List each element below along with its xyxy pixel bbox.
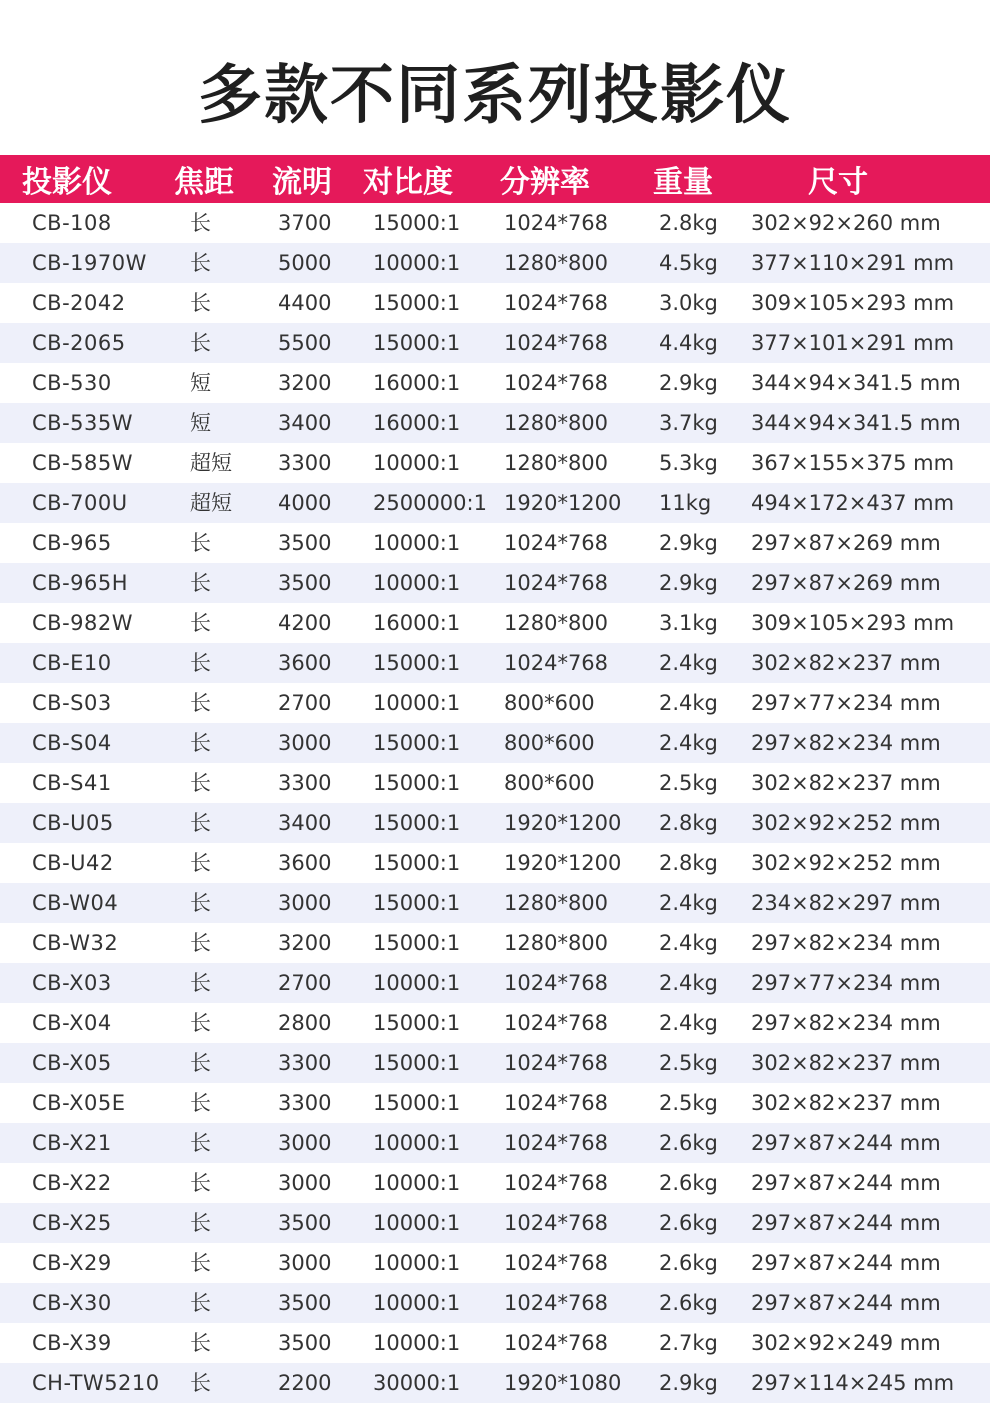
cell-size: 297×87×244 mm: [751, 1131, 941, 1155]
cell-contrast: 10000:1: [373, 1171, 461, 1195]
header-lumen: 流明: [272, 165, 332, 200]
cell-lumen: 2700: [278, 691, 332, 715]
table-row: [0, 1003, 990, 1043]
cell-model: CB-U05: [32, 811, 114, 835]
cell-size: 302×92×249 mm: [751, 1331, 941, 1355]
cell-model: CB-X25: [32, 1211, 112, 1235]
cell-size: 297×77×234 mm: [751, 691, 941, 715]
table-row: [0, 1043, 990, 1083]
table-row: [0, 363, 990, 403]
cell-contrast: 15000:1: [373, 651, 461, 675]
cell-size: 344×94×341.5 mm: [751, 371, 961, 395]
cell-weight: 2.8kg: [659, 211, 718, 235]
cell-focus: 长: [190, 1371, 211, 1395]
cell-size: 297×77×234 mm: [751, 971, 941, 995]
cell-weight: 3.7kg: [659, 411, 718, 435]
cell-size: 302×82×237 mm: [751, 1051, 941, 1075]
cell-weight: 2.4kg: [659, 971, 718, 995]
cell-lumen: 4000: [278, 491, 332, 515]
cell-size: 302×92×260 mm: [751, 211, 941, 235]
cell-focus: 超短: [190, 451, 232, 475]
cell-lumen: 3000: [278, 731, 332, 755]
cell-weight: 2.5kg: [659, 771, 718, 795]
cell-weight: 2.6kg: [659, 1291, 718, 1315]
cell-size: 377×110×291 mm: [751, 251, 955, 275]
cell-weight: 2.4kg: [659, 891, 718, 915]
cell-size: 297×82×234 mm: [751, 931, 941, 955]
cell-lumen: 3600: [278, 651, 332, 675]
cell-lumen: 4200: [278, 611, 332, 635]
cell-resolution: 1280*800: [504, 451, 609, 475]
cell-lumen: 5000: [278, 251, 332, 275]
header-contrast: 对比度: [363, 165, 453, 200]
cell-size: 309×105×293 mm: [751, 291, 955, 315]
cell-model: CB-X29: [32, 1251, 112, 1275]
cell-model: CB-W32: [32, 931, 119, 955]
cell-lumen: 3500: [278, 1211, 332, 1235]
table-row: [0, 523, 990, 563]
cell-contrast: 10000:1: [373, 451, 461, 475]
cell-focus: 长: [190, 731, 211, 755]
cell-contrast: 10000:1: [373, 691, 461, 715]
cell-focus: 长: [190, 331, 211, 355]
cell-lumen: 3500: [278, 1331, 332, 1355]
cell-lumen: 2200: [278, 1371, 332, 1395]
cell-resolution: 1024*768: [504, 1051, 609, 1075]
cell-contrast: 10000:1: [373, 1211, 461, 1235]
cell-size: 297×87×244 mm: [751, 1211, 941, 1235]
cell-size: 297×87×244 mm: [751, 1291, 941, 1315]
cell-lumen: 3300: [278, 1051, 332, 1075]
cell-weight: 2.6kg: [659, 1171, 718, 1195]
cell-lumen: 3500: [278, 571, 332, 595]
table-row: [0, 563, 990, 603]
table-row: [0, 763, 990, 803]
cell-model: CB-965H: [32, 571, 129, 595]
cell-focus: 长: [190, 811, 211, 835]
cell-size: 302×92×252 mm: [751, 811, 941, 835]
cell-resolution: 1024*768: [504, 1131, 609, 1155]
cell-lumen: 3500: [278, 531, 332, 555]
cell-contrast: 10000:1: [373, 571, 461, 595]
cell-lumen: 3000: [278, 1171, 332, 1195]
table-row: [0, 683, 990, 723]
cell-contrast: 15000:1: [373, 1091, 461, 1115]
cell-model: CB-585W: [32, 451, 133, 475]
cell-model: CB-982W: [32, 611, 133, 635]
cell-lumen: 3500: [278, 1291, 332, 1315]
cell-contrast: 15000:1: [373, 1051, 461, 1075]
cell-resolution: 1024*768: [504, 651, 609, 675]
cell-resolution: 1280*800: [504, 931, 609, 955]
cell-resolution: 1024*768: [504, 371, 609, 395]
cell-focus: 长: [190, 891, 211, 915]
table-row: [0, 1243, 990, 1283]
table-row: [0, 603, 990, 643]
header-weight: 重量: [653, 165, 713, 200]
cell-contrast: 15000:1: [373, 891, 461, 915]
header-model: 投影仪: [22, 165, 112, 200]
cell-contrast: 16000:1: [373, 371, 461, 395]
cell-resolution: 1920*1200: [504, 851, 622, 875]
cell-lumen: 3000: [278, 1251, 332, 1275]
table-row: [0, 643, 990, 683]
cell-model: CB-X21: [32, 1131, 112, 1155]
cell-weight: 2.8kg: [659, 811, 718, 835]
cell-contrast: 15000:1: [373, 811, 461, 835]
cell-weight: 2.9kg: [659, 571, 718, 595]
cell-model: CB-X03: [32, 971, 112, 995]
table-row: [0, 443, 990, 483]
cell-model: CB-X05E: [32, 1091, 126, 1115]
cell-lumen: 2800: [278, 1011, 332, 1035]
cell-resolution: 800*600: [504, 771, 595, 795]
cell-weight: 3.1kg: [659, 611, 718, 635]
cell-resolution: 800*600: [504, 731, 595, 755]
cell-weight: 11kg: [659, 491, 712, 515]
table-row: [0, 1203, 990, 1243]
table-row: [0, 803, 990, 843]
cell-focus: 长: [190, 1131, 211, 1155]
table-row: [0, 1123, 990, 1163]
page-title: 多款不同系列投影仪: [198, 59, 792, 133]
cell-resolution: 1024*768: [504, 1171, 609, 1195]
cell-weight: 2.4kg: [659, 931, 718, 955]
table-row: [0, 723, 990, 763]
cell-resolution: 1920*1200: [504, 491, 622, 515]
cell-resolution: 800*600: [504, 691, 595, 715]
cell-resolution: 1024*768: [504, 1211, 609, 1235]
cell-model: CB-X22: [32, 1171, 112, 1195]
cell-weight: 2.9kg: [659, 531, 718, 555]
cell-model: CB-X39: [32, 1331, 112, 1355]
cell-size: 309×105×293 mm: [751, 611, 955, 635]
cell-focus: 长: [190, 851, 211, 875]
cell-lumen: 5500: [278, 331, 332, 355]
cell-lumen: 3600: [278, 851, 332, 875]
cell-focus: 长: [190, 1331, 211, 1355]
cell-weight: 2.6kg: [659, 1251, 718, 1275]
cell-resolution: 1024*768: [504, 531, 609, 555]
cell-focus: 长: [190, 971, 211, 995]
cell-weight: 2.6kg: [659, 1211, 718, 1235]
cell-weight: 2.5kg: [659, 1091, 718, 1115]
cell-size: 297×82×234 mm: [751, 731, 941, 755]
cell-contrast: 10000:1: [373, 1251, 461, 1275]
header-focus: 焦距: [174, 165, 234, 200]
cell-lumen: 3300: [278, 771, 332, 795]
cell-lumen: 3000: [278, 1131, 332, 1155]
header-size: 尺寸: [808, 165, 868, 200]
cell-size: 297×87×244 mm: [751, 1251, 941, 1275]
cell-lumen: 4400: [278, 291, 332, 315]
cell-size: 367×155×375 mm: [751, 451, 955, 475]
cell-focus: 短: [190, 411, 211, 435]
cell-model: CB-2042: [32, 291, 126, 315]
cell-contrast: 15000:1: [373, 291, 461, 315]
cell-focus: 长: [190, 651, 211, 675]
cell-contrast: 10000:1: [373, 1331, 461, 1355]
table-row: [0, 963, 990, 1003]
cell-contrast: 10000:1: [373, 531, 461, 555]
cell-focus: 长: [190, 531, 211, 555]
cell-contrast: 10000:1: [373, 1131, 461, 1155]
header-resolution: 分辨率: [500, 165, 590, 200]
projector-spec-table: [0, 155, 990, 1403]
cell-focus: 长: [190, 211, 211, 235]
table-row: [0, 1083, 990, 1123]
cell-size: 297×87×244 mm: [751, 1171, 941, 1195]
cell-weight: 2.4kg: [659, 691, 718, 715]
table-header-row: [0, 155, 990, 203]
cell-contrast: 2500000:1: [373, 491, 487, 515]
table-row: [0, 883, 990, 923]
cell-size: 302×82×237 mm: [751, 651, 941, 675]
cell-contrast: 16000:1: [373, 411, 461, 435]
cell-weight: 2.9kg: [659, 1371, 718, 1395]
cell-contrast: 15000:1: [373, 1011, 461, 1035]
cell-focus: 长: [190, 1171, 211, 1195]
cell-weight: 2.5kg: [659, 1051, 718, 1075]
cell-resolution: 1024*768: [504, 1011, 609, 1035]
cell-model: CB-X30: [32, 1291, 112, 1315]
cell-weight: 4.5kg: [659, 251, 718, 275]
table-row: [0, 923, 990, 963]
cell-weight: 2.4kg: [659, 1011, 718, 1035]
cell-contrast: 16000:1: [373, 611, 461, 635]
cell-resolution: 1024*768: [504, 1251, 609, 1275]
cell-resolution: 1024*768: [504, 571, 609, 595]
table-row: [0, 843, 990, 883]
cell-weight: 2.4kg: [659, 651, 718, 675]
cell-resolution: 1024*768: [504, 971, 609, 995]
cell-focus: 短: [190, 371, 211, 395]
cell-resolution: 1024*768: [504, 211, 609, 235]
cell-weight: 2.4kg: [659, 731, 718, 755]
cell-resolution: 1920*1080: [504, 1371, 622, 1395]
cell-model: CB-S03: [32, 691, 112, 715]
cell-lumen: 3200: [278, 371, 332, 395]
cell-contrast: 15000:1: [373, 211, 461, 235]
cell-focus: 长: [190, 1211, 211, 1235]
cell-size: 234×82×297 mm: [751, 891, 941, 915]
cell-contrast: 15000:1: [373, 931, 461, 955]
cell-model: CB-535W: [32, 411, 133, 435]
cell-model: CB-S41: [32, 771, 112, 795]
cell-resolution: 1280*800: [504, 611, 609, 635]
cell-model: CB-S04: [32, 731, 112, 755]
cell-focus: 超短: [190, 491, 232, 515]
cell-contrast: 15000:1: [373, 771, 461, 795]
cell-focus: 长: [190, 1251, 211, 1275]
table-row: [0, 1323, 990, 1363]
table-body: [0, 203, 990, 1403]
cell-contrast: 15000:1: [373, 331, 461, 355]
cell-resolution: 1024*768: [504, 1091, 609, 1115]
cell-focus: 长: [190, 1291, 211, 1315]
cell-resolution: 1024*768: [504, 1331, 609, 1355]
cell-focus: 长: [190, 1011, 211, 1035]
cell-focus: 长: [190, 251, 211, 275]
cell-weight: 2.8kg: [659, 851, 718, 875]
table-row: [0, 1163, 990, 1203]
cell-size: 302×82×237 mm: [751, 1091, 941, 1115]
cell-weight: 2.6kg: [659, 1131, 718, 1155]
cell-size: 297×87×269 mm: [751, 531, 941, 555]
cell-lumen: 3400: [278, 411, 332, 435]
cell-size: 494×172×437 mm: [751, 491, 955, 515]
cell-size: 377×101×291 mm: [751, 331, 955, 355]
cell-model: CB-108: [32, 211, 112, 235]
cell-model: CB-X04: [32, 1011, 112, 1035]
cell-focus: 长: [190, 931, 211, 955]
cell-model: CH-TW5210: [32, 1371, 160, 1395]
cell-focus: 长: [190, 1051, 211, 1075]
cell-lumen: 3300: [278, 451, 332, 475]
table-row: [0, 1363, 990, 1403]
cell-focus: 长: [190, 771, 211, 795]
cell-model: CB-X05: [32, 1051, 112, 1075]
table-row: [0, 403, 990, 443]
table-row: [0, 1283, 990, 1323]
cell-resolution: 1024*768: [504, 331, 609, 355]
cell-size: 344×94×341.5 mm: [751, 411, 961, 435]
cell-weight: 5.3kg: [659, 451, 718, 475]
table-row: [0, 243, 990, 283]
cell-lumen: 3400: [278, 811, 332, 835]
cell-focus: 长: [190, 1091, 211, 1115]
cell-size: 297×114×245 mm: [751, 1371, 955, 1395]
cell-contrast: 30000:1: [373, 1371, 461, 1395]
cell-resolution: 1280*800: [504, 891, 609, 915]
cell-lumen: 3700: [278, 211, 332, 235]
cell-resolution: 1024*768: [504, 291, 609, 315]
cell-model: CB-E10: [32, 651, 112, 675]
cell-lumen: 3300: [278, 1091, 332, 1115]
cell-size: 302×92×252 mm: [751, 851, 941, 875]
cell-model: CB-700U: [32, 491, 128, 515]
cell-resolution: 1920*1200: [504, 811, 622, 835]
cell-model: CB-965: [32, 531, 112, 555]
cell-lumen: 3200: [278, 931, 332, 955]
cell-model: CB-W04: [32, 891, 119, 915]
cell-size: 297×82×234 mm: [751, 1011, 941, 1035]
cell-contrast: 10000:1: [373, 971, 461, 995]
cell-contrast: 15000:1: [373, 731, 461, 755]
cell-focus: 长: [190, 571, 211, 595]
cell-weight: 2.9kg: [659, 371, 718, 395]
cell-size: 297×87×269 mm: [751, 571, 941, 595]
table-row: [0, 203, 990, 243]
cell-contrast: 15000:1: [373, 851, 461, 875]
cell-model: CB-1970W: [32, 251, 147, 275]
table-row: [0, 323, 990, 363]
cell-contrast: 10000:1: [373, 1291, 461, 1315]
cell-focus: 长: [190, 291, 211, 315]
cell-model: CB-U42: [32, 851, 114, 875]
cell-resolution: 1280*800: [504, 411, 609, 435]
cell-model: CB-2065: [32, 331, 126, 355]
cell-lumen: 2700: [278, 971, 332, 995]
cell-weight: 2.7kg: [659, 1331, 718, 1355]
cell-lumen: 3000: [278, 891, 332, 915]
cell-weight: 3.0kg: [659, 291, 718, 315]
cell-size: 302×82×237 mm: [751, 771, 941, 795]
cell-contrast: 10000:1: [373, 251, 461, 275]
cell-model: CB-530: [32, 371, 112, 395]
table-row: [0, 283, 990, 323]
table-row: [0, 483, 990, 523]
cell-weight: 4.4kg: [659, 331, 718, 355]
cell-resolution: 1024*768: [504, 1291, 609, 1315]
cell-focus: 长: [190, 611, 211, 635]
cell-focus: 长: [190, 691, 211, 715]
cell-resolution: 1280*800: [504, 251, 609, 275]
